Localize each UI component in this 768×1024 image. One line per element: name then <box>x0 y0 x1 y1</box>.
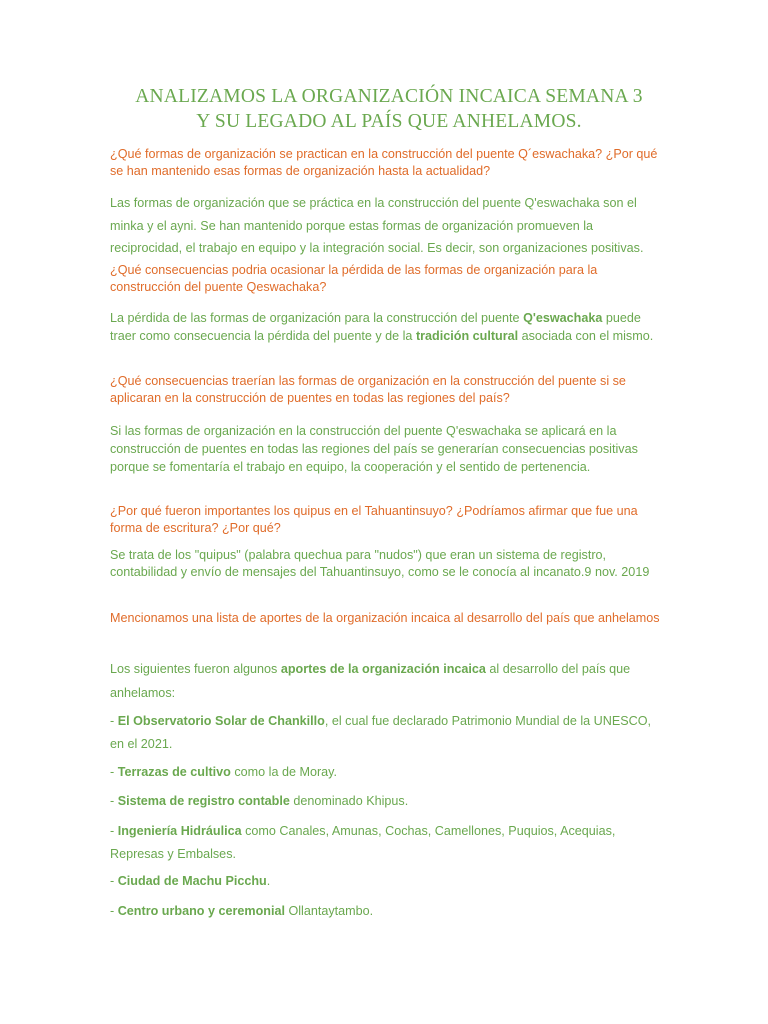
list-item-bullet: - <box>110 874 118 888</box>
answer-2-highlight: tradición cultural <box>415 329 519 343</box>
list-item-bullet: - <box>110 714 118 728</box>
list-item-bold: Terrazas de cultivo <box>117 765 231 779</box>
list-item-rest: como la de Moray. <box>230 765 338 779</box>
list-item-bullet: - <box>110 904 118 918</box>
answer-2-bridge-name: Q'eswachaka <box>523 311 603 325</box>
contributions-intro <box>110 657 662 705</box>
intro-text-b: al desarrollo del país que anhelamos: <box>110 662 631 700</box>
answer-3: Si las formas de organización en la construcción del puente Q'eswachaka se aplicará en la construcción de puentes en todas las regiones del país se generarían consecuencias positivas porque se fomentaría el trabajo en equipo, la cooperación y el sentido de pertenencia. <box>110 424 638 474</box>
list-item <box>110 790 662 813</box>
list-item-rest: Ollantaytambo. <box>284 904 374 918</box>
list-item-rest: como Canales, Amunas, Cochas, Camellones, Puquios, Acequias, Represas y Embalses. <box>110 824 616 861</box>
list-item-bullet: - <box>110 824 118 838</box>
list-item-rest: . <box>266 874 271 888</box>
list-item <box>110 710 662 755</box>
question-5: Mencionamos una lista de aportes de la organización incaica al desarrollo del país que anhelamos <box>110 611 660 625</box>
list-item-rest: denominado Khipus. <box>289 794 409 808</box>
answer-2-text-a: La pérdida de las formas de organización para la construcción del puente <box>110 311 524 325</box>
answer-4: Se trata de los "quipus" (palabra quechua para "nudos") que eran un sistema de registro, contabilidad y envío de mensajes del Tahuantinsuyo, como se le conocía al incanato.9 nov. 2019 <box>110 548 650 579</box>
list-item-rest: , el cual fue declarado Patrimonio Mundial de la UNESCO, en el 2021. <box>110 714 652 751</box>
title-line-1: ANALIZAMOS LA ORGANIZACIÓN INCAICA SEMANA 3 <box>135 86 643 107</box>
intro-text-a: Los siguientes fueron algunos <box>110 662 281 676</box>
question-3: ¿Qué consecuencias traerían las formas de organización en la construcción del puente si se aplicaran en la construcción de puentes en todas las regiones del país? <box>110 374 626 405</box>
list-item <box>110 870 662 893</box>
list-item-bold: Ciudad de Machu Picchu <box>117 874 267 888</box>
question-1: ¿Qué formas de organización se practican en la construcción del puente Q´eswachaka? ¿Por qué se han mantenido esas formas de organización hasta la actualidad? <box>110 147 658 178</box>
list-item <box>110 900 662 923</box>
list-item-bullet: - <box>110 794 118 808</box>
question-4: ¿Por qué fueron importantes los quipus en el Tahuantinsuyo? ¿Podríamos afirmar que fue una forma de escritura? ¿Por qué? <box>110 504 638 535</box>
list-item-bold: Sistema de registro contable <box>117 794 290 808</box>
answer-2-text-c: asociada con el mismo. <box>518 329 654 343</box>
answer-1: Las formas de organización que se práctica en la construcción del puente Q'eswachaka son el minka y el ayni. Se han mantenido porque estas formas de organización promueven la reciprocidad, el trabajo en equipo y la integración social. Es decir, son organizaciones positivas. <box>110 196 644 255</box>
list-item <box>110 820 662 865</box>
list-item-bold: Centro urbano y ceremonial <box>117 904 285 918</box>
intro-highlight: aportes de la organización incaica <box>280 662 486 676</box>
answer-2 <box>110 309 662 345</box>
answer-2-text-b: puede traer como consecuencia la pérdida del puente y de la <box>110 311 641 343</box>
list-item-bullet: - <box>110 765 118 779</box>
title-line-2: Y SU LEGADO AL PAÍS QUE ANHELAMOS. <box>196 111 582 132</box>
list-item <box>110 761 662 784</box>
list-item-bold: El Observatorio Solar de Chankillo <box>117 714 325 728</box>
list-item-bold: Ingeniería Hidráulica <box>117 824 242 838</box>
question-2: ¿Qué consecuencias podria ocasionar la pérdida de las formas de organización para la construcción del puente Qeswachaka? <box>110 263 598 294</box>
